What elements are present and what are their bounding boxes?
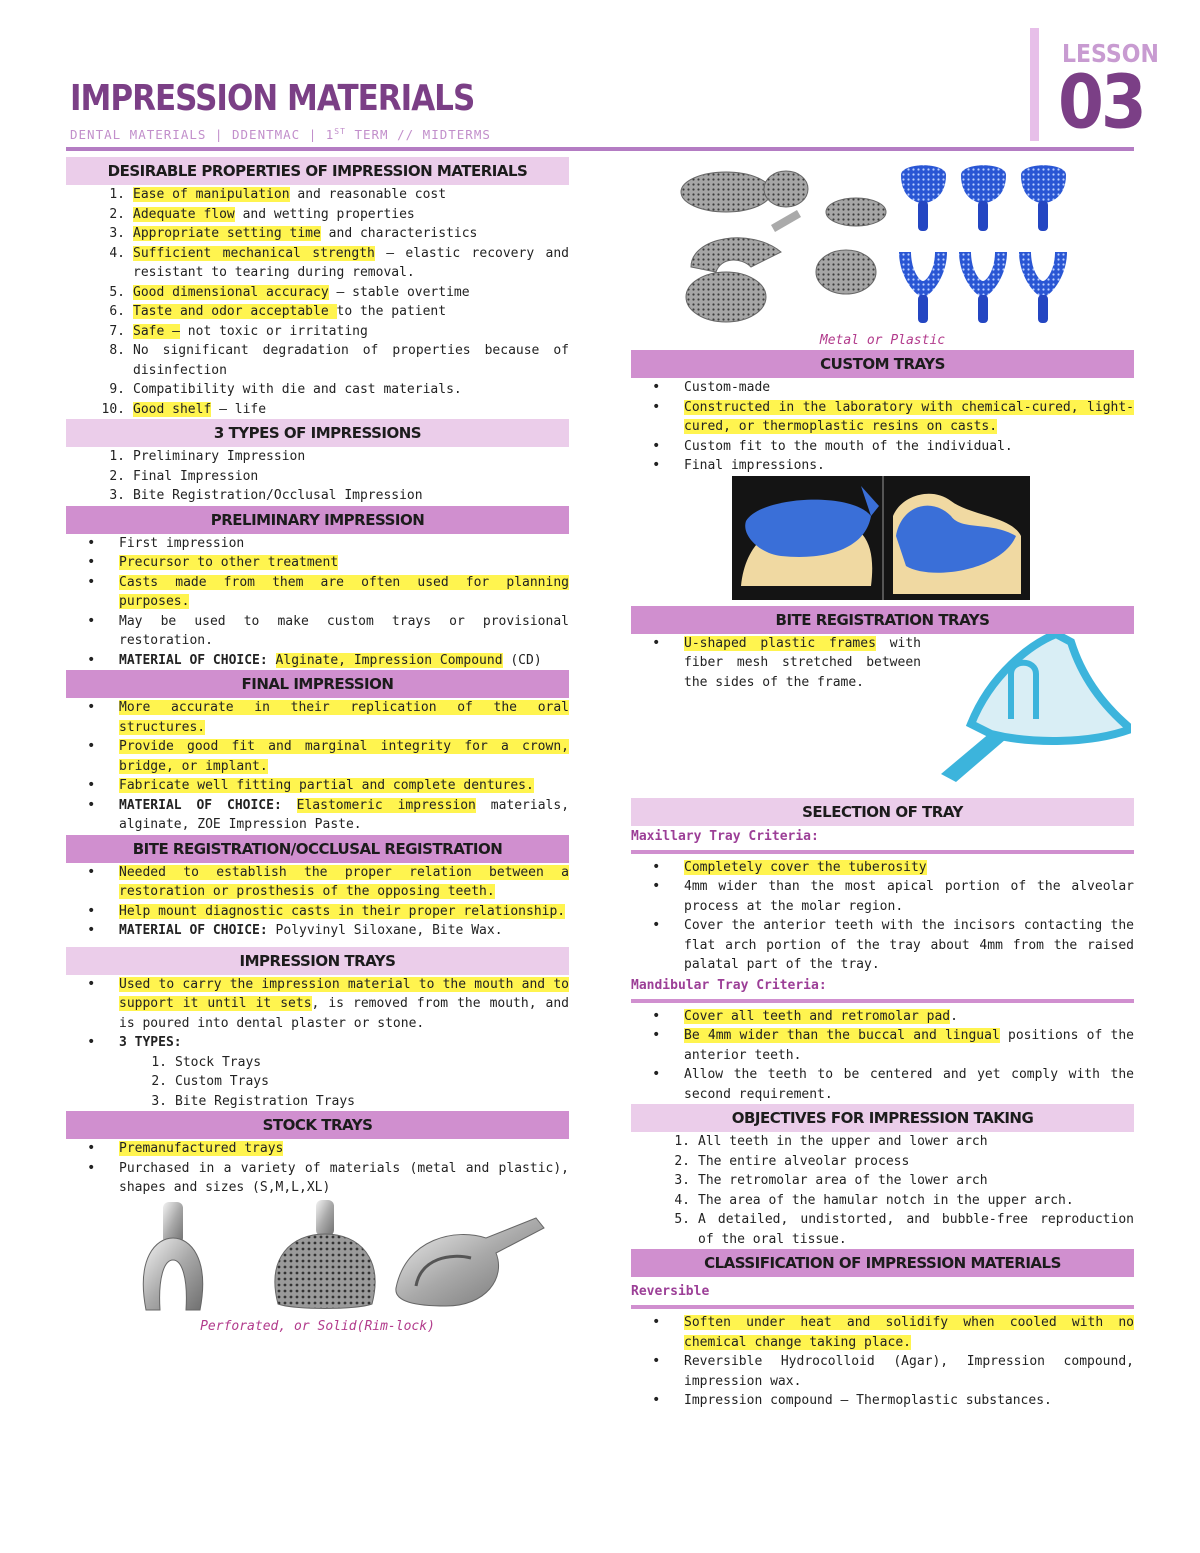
objectives-list — [631, 1132, 1134, 1249]
section-heading-final: FINAL IMPRESSION — [66, 670, 569, 698]
perforated-tray-icon — [275, 1200, 375, 1309]
mandibular-list — [631, 1007, 1134, 1105]
item-text: Custom-made — [684, 380, 771, 395]
bite-trays-list — [631, 634, 921, 693]
reversible-label: Reversible — [631, 1284, 710, 1299]
list-item — [631, 456, 1134, 476]
item-text: The entire alveolar process — [698, 1153, 910, 1169]
metal-trays-icon — [681, 171, 886, 322]
reversible-list — [631, 1313, 1134, 1411]
item-text: 4mm wider than the most apical portion of the alveolar process at the molar region. — [684, 879, 1134, 914]
item-number: 2. — [109, 206, 125, 222]
subheading-rule — [631, 1305, 1134, 1309]
highlighted-text: Good shelf — [133, 401, 212, 417]
item-text: Custom Trays — [175, 1074, 269, 1089]
item-text: The area of the hamular notch in the upper arch. — [698, 1192, 1074, 1208]
highlighted-text: Safe – — [133, 323, 180, 339]
highlighted-text: Completely cover the tuberosity — [684, 859, 927, 875]
list-item — [66, 244, 569, 283]
desirable-list — [66, 185, 569, 419]
custom-list — [631, 378, 1134, 476]
highlighted-text: Premanufactured trays — [119, 1141, 284, 1156]
list-item — [66, 737, 569, 776]
item-number: 6. — [109, 304, 125, 319]
item-text: and characteristics — [320, 226, 478, 241]
list-item — [66, 400, 569, 420]
item-text: (CD) — [502, 652, 542, 668]
lesson-label: LESSON — [1062, 40, 1159, 69]
section-heading-impression-trays: IMPRESSION TRAYS — [66, 947, 569, 975]
item-number: 2. — [674, 1153, 690, 1169]
highlighted-text: Adequate flow — [133, 206, 235, 222]
left-column — [66, 157, 569, 1336]
list-item — [631, 1313, 1134, 1352]
item-text: Bite Registration Trays — [175, 1093, 356, 1109]
subheading-rule — [631, 850, 1134, 854]
list-item — [631, 1210, 1134, 1249]
item-text: Stock Trays — [175, 1054, 262, 1070]
bite-registration-tray-image — [931, 634, 1131, 784]
item-number: 3. — [674, 1173, 690, 1188]
section-heading-types: 3 TYPES OF IMPRESSIONS — [66, 419, 569, 447]
stock-list — [66, 1139, 569, 1198]
solid-tray-icon — [143, 1202, 202, 1310]
highlighted-text: Cover all teeth and retromolar pad — [684, 1008, 951, 1024]
item-number: 8. — [109, 343, 125, 358]
item-text: Final Impression — [133, 468, 259, 484]
types-list — [66, 447, 569, 506]
list-item — [66, 322, 569, 342]
list-item — [66, 1072, 569, 1092]
stock-trays-caption: Perforated, or Solid(Rim-lock) — [200, 1318, 435, 1334]
mandibular-criteria-label: Mandibular Tray Criteria: — [631, 977, 827, 993]
highlighted-text: Used to carry the impression material to the mouth and to support it until it sets — [119, 976, 569, 1011]
list-item — [631, 1352, 1134, 1391]
list-item — [66, 283, 569, 303]
lesson-number: 03 — [1058, 59, 1144, 146]
item-text: . — [950, 1008, 958, 1024]
item-text: and wetting properties — [234, 206, 415, 222]
highlighted-text: Alginate, Impression Compound — [275, 652, 503, 668]
item-text: A detailed, undistorted, and bubble-free reproduction of the oral tissue. — [698, 1212, 1134, 1247]
list-item — [66, 467, 569, 487]
list-item — [631, 1132, 1134, 1152]
item-number: 2. — [151, 1074, 167, 1089]
highlighted-text: U-shaped plastic frames — [684, 635, 876, 651]
item-number: 9. — [109, 382, 125, 397]
list-item — [66, 534, 569, 554]
list-item — [631, 1191, 1134, 1211]
section-heading-custom-trays: CUSTOM TRAYS — [631, 350, 1134, 378]
subtitle-superscript: ST — [334, 127, 346, 136]
material-of-choice-label: MATERIAL OF CHOICE: — [119, 797, 282, 813]
final-list — [66, 698, 569, 835]
preliminary-list — [66, 534, 569, 671]
list-item — [631, 634, 921, 693]
list-item — [631, 877, 1134, 916]
highlighted-text: Fabricate well fitting partial and complete dentures. — [119, 778, 534, 793]
right-column — [631, 157, 1134, 1411]
list-item — [631, 1026, 1134, 1065]
list-item — [631, 1007, 1134, 1027]
header-divider — [66, 147, 1134, 151]
list-item — [631, 916, 1134, 975]
list-item — [66, 1139, 569, 1159]
item-text: Cover the anterior teeth with the incisors contacting the flat arch portion of the tray about 4mm from the raised palatal part of the tray. — [684, 918, 1134, 972]
section-heading-objectives: OBJECTIVES FOR IMPRESSION TAKING — [631, 1104, 1134, 1132]
list-item — [66, 698, 569, 737]
item-text: positions of the anterior teeth. — [684, 1028, 1134, 1063]
item-number: 3. — [151, 1093, 167, 1109]
metal-plastic-trays-image — [631, 157, 1134, 332]
highlighted-text: Appropriate setting time — [133, 226, 321, 241]
list-item — [66, 1092, 569, 1112]
page-subtitle — [70, 127, 491, 142]
lesson-accent-bar — [1030, 28, 1039, 141]
highlighted-text: Help mount diagnostic casts in their proper relationship. — [119, 903, 566, 919]
rim-lock-tray-icon — [396, 1218, 544, 1306]
subtitle-text: DENTAL MATERIALS | DDENTMAC | 1 — [70, 127, 335, 143]
list-item — [631, 1171, 1134, 1191]
bite-list — [66, 863, 569, 941]
list-item — [66, 205, 569, 225]
list-item — [631, 1152, 1134, 1172]
subheading-rule — [631, 999, 1134, 1003]
item-text: All teeth in the upper and lower arch — [698, 1134, 988, 1149]
section-heading-selection: SELECTION OF TRAY — [631, 798, 1134, 826]
highlighted-text: Provide good fit and marginal integrity for a crown, bridge, or implant. — [119, 739, 569, 774]
section-heading-bite-trays: BITE REGISTRATION TRAYS — [631, 606, 1134, 634]
section-heading-bite-registration: BITE REGISTRATION/OCCLUSAL REGISTRATION — [66, 835, 569, 863]
list-item — [631, 378, 1134, 398]
tray-types-label: 3 TYPES: — [119, 1035, 182, 1050]
item-text: with fiber mesh stretched between the sides of the frame. — [684, 635, 922, 690]
highlighted-text: Be 4mm wider than the buccal and lingual — [684, 1028, 1000, 1043]
subtitle-text-end: TERM // MIDTERMS — [345, 127, 491, 143]
list-item — [66, 224, 569, 244]
item-text: – stable overtime — [328, 284, 470, 300]
item-text: to the patient — [336, 304, 447, 319]
item-text: May be used to make custom trays or provisional restoration. — [119, 613, 569, 648]
item-text: Impression compound – Thermoplastic substances. — [684, 1393, 1052, 1408]
custom-trays-image — [631, 476, 1134, 600]
list-item — [631, 1391, 1134, 1411]
page-title: IMPRESSION MATERIALS — [70, 78, 475, 120]
section-heading-desirable: DESIRABLE PROPERTIES OF IMPRESSION MATERIALS — [66, 157, 569, 185]
list-item — [631, 398, 1134, 437]
item-text: No significant degradation of properties because of disinfection — [133, 343, 569, 378]
item-number: 1. — [151, 1054, 167, 1070]
item-number: 7. — [109, 323, 125, 339]
list-item — [66, 380, 569, 400]
list-item — [66, 573, 569, 612]
item-number: 1. — [109, 449, 125, 464]
list-item — [631, 1065, 1134, 1104]
list-item — [66, 863, 569, 902]
item-number: 3. — [109, 488, 125, 503]
list-item — [631, 858, 1134, 878]
stock-trays-image — [66, 1198, 569, 1318]
item-text: Purchased in a variety of materials (metal and plastic), shapes and sizes (S,M,L,XL) — [119, 1160, 569, 1195]
item-number: 3. — [109, 226, 125, 241]
list-item — [66, 975, 569, 1034]
list-item — [631, 437, 1134, 457]
item-number: 4. — [109, 245, 125, 261]
highlighted-text: Good dimensional accuracy — [133, 284, 329, 300]
highlighted-text: Taste and odor acceptable — [133, 304, 337, 319]
highlighted-text: Ease of manipulation — [133, 187, 290, 202]
highlighted-text: Casts made from them are often used for planning purposes. — [119, 574, 569, 609]
plastic-trays-icon — [899, 165, 1067, 323]
item-text: materials, alginate, ZOE Impression Paste. — [119, 797, 570, 832]
item-text: – life — [211, 401, 267, 417]
highlighted-text: Sufficient mechanical strength — [133, 245, 375, 261]
item-number: 1. — [674, 1134, 690, 1149]
maxillary-criteria-label: Maxillary Tray Criteria: — [631, 828, 819, 844]
item-number: 5. — [674, 1212, 690, 1227]
list-item — [66, 776, 569, 796]
maxillary-list — [631, 858, 1134, 975]
item-number: 1. — [109, 187, 125, 202]
list-item — [66, 902, 569, 922]
item-text: , is removed from the mouth, and is poured into dental plaster or stone. — [119, 996, 570, 1031]
list-item — [66, 553, 569, 573]
item-text: Allow the teeth to be centered and yet comply with the second requirement. — [684, 1067, 1134, 1102]
list-item — [66, 302, 569, 322]
item-text: not toxic or irritating — [179, 323, 368, 339]
list-item — [66, 1159, 569, 1198]
list-item — [66, 486, 569, 506]
highlighted-text: More accurate in their replication of the oral structures. — [119, 700, 569, 735]
item-text: Compatibility with die and cast materials. — [133, 382, 462, 397]
material-of-choice-label: MATERIAL OF CHOICE: — [119, 652, 268, 668]
item-number: 4. — [674, 1192, 690, 1208]
item-text: Preliminary Impression — [133, 449, 306, 464]
highlighted-text: Constructed in the laboratory with chemical-cured, light-cured, or thermoplastic resins on casts. — [684, 399, 1134, 434]
item-text: Polyvinyl Siloxane, Bite Wax. — [267, 923, 503, 938]
section-heading-preliminary: PRELIMINARY IMPRESSION — [66, 506, 569, 534]
highlighted-text: Needed to establish the proper relation between a restoration or prosthesis of the opposing teeth. — [119, 864, 569, 899]
highlighted-text: Precursor to other treatment — [119, 555, 339, 570]
item-text: and reasonable cost — [289, 187, 447, 202]
item-text: The retromolar area of the lower arch — [698, 1173, 988, 1188]
list-item — [66, 185, 569, 205]
highlighted-text: Elastomeric impression — [296, 797, 476, 813]
metal-plastic-caption: Metal or Plastic — [819, 333, 946, 348]
list-item — [66, 612, 569, 651]
item-number: 10. — [101, 401, 125, 417]
item-text: First impression — [119, 535, 245, 551]
list-item — [66, 921, 569, 941]
item-text: Reversible Hydrocolloid (Agar), Impression compound, impression wax. — [684, 1354, 1134, 1389]
list-item — [66, 1053, 569, 1073]
item-text: Custom fit to the mouth of the individual. — [684, 438, 1013, 454]
section-heading-stock-trays: STOCK TRAYS — [66, 1111, 569, 1139]
list-item — [66, 341, 569, 380]
item-text: Final impressions. — [684, 458, 825, 473]
list-item — [66, 796, 569, 835]
material-of-choice-label: MATERIAL OF CHOICE: — [119, 923, 268, 938]
highlighted-text: Soften under heat and solidify when cooled with no chemical change taking place. — [684, 1315, 1134, 1350]
list-item — [66, 1033, 569, 1053]
trays-list — [66, 975, 569, 1112]
section-heading-classification: CLASSIFICATION OF IMPRESSION MATERIALS — [631, 1249, 1134, 1277]
item-number: 5. — [109, 284, 125, 300]
item-text: Bite Registration/Occlusal Impression — [133, 488, 423, 503]
list-item — [66, 651, 569, 671]
item-text: – elastic recovery and resistant to tearing during removal. — [133, 245, 569, 280]
item-number: 2. — [109, 468, 125, 484]
list-item — [66, 447, 569, 467]
